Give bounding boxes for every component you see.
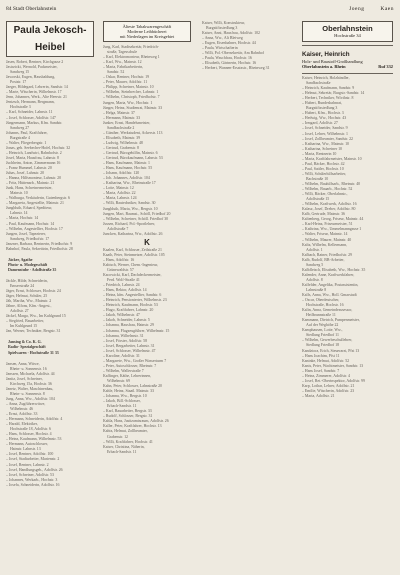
- directory-entry: – Josef, Zollbeamter, Sandstr. 22: [302, 136, 353, 141]
- directory-entry: – Gertrud, Grabenstr. 8: [103, 145, 139, 150]
- directory-entry: – Margareta, Angestellte, Mainstr. 21: [6, 201, 64, 206]
- directory-entry: Sandbachstraße 2: [107, 125, 135, 130]
- directory-entry: – Hermann, Autoschlosser,: [6, 442, 48, 447]
- directory-entry: – Hans Josef, Sandstr. 7: [302, 368, 340, 373]
- directory-entry: – Kathrina, Ww., Ummelmanngasse 1: [302, 227, 362, 232]
- directory-entry: – Lotte, Mainstr. 12: [103, 186, 134, 191]
- directory-entry: – Paula, Waschfrau, Hochstr. 16: [202, 56, 252, 61]
- directory-entry: Jussen, Richard, Pol.-Sportlehrer,: [103, 221, 156, 226]
- directory-entry: – Eugen, Eisenbahner, Hochstr. 44: [202, 41, 256, 46]
- entry-list-col1: [6, 60, 94, 488]
- directory-entry: – Willi, Schülerhilfsarbeiter,: [302, 171, 347, 176]
- directory-entry: Junk, Hans, Schreinermeister,: [6, 186, 53, 191]
- ad-kaiser-phone: Ruf 332: [378, 64, 393, 69]
- directory-entry: Kahn, Peter, Schlosser, Lahnstraße 20: [103, 384, 163, 389]
- ad-entry: Spielwaren · Hochstraße 31 33: [8, 350, 59, 355]
- directory-entry: – Johanna, Ww., Bergstr. 10: [103, 394, 147, 399]
- directory-entry: – Willi, Kraftfahrer, Hochstr. 41: [103, 439, 153, 444]
- directory-entry: Jäger, Helmut, Schüler, 25: [6, 294, 48, 299]
- directory-entry: Kaiser, Willi, Konstrukteur,: [202, 21, 246, 25]
- column-3-right: [302, 21, 393, 569]
- directory-entry: – Elisabeth, Gärtnerin, Hochstr. 16: [202, 61, 257, 66]
- directory-entry: straße, Tagesschule: [107, 50, 138, 55]
- directory-entry: – Hanna, Hilfsmonteur, Lahnstr. 20: [6, 176, 62, 181]
- directory-entry: Burgstraße 4: [10, 135, 30, 140]
- directory-entry: Jüngermann, Markus, Kfm. Sandstr.: [6, 120, 63, 125]
- divider: [302, 45, 393, 46]
- directory-entry: Kanis, Peter, Wachtmeister, Sandstr. 13: [302, 363, 364, 368]
- directory-entry: – Josef, Schlosser, Wilhelmstr. 47: [103, 348, 156, 353]
- directory-entry: – Josef, Handlungsgeh., Adolfstr. 26: [6, 467, 63, 472]
- directory-entry: – Maria, Adolfstr. 21: [302, 393, 335, 398]
- directory-entry: Jansen, Anna, Witwe,: [6, 361, 40, 366]
- directory-entry: – Hedwig, Ww., Hochstr. 43: [302, 116, 347, 121]
- directory-entry: Kaiser, Anni, Hausfrau, Adolfstr. 102: [202, 31, 260, 36]
- directory-entry: Siedlung Friedhof 11: [306, 333, 339, 338]
- directory-entry: – Hans Joachim, Pfst 11: [302, 353, 340, 358]
- directory-entry: – Hans, Schlosser, Hochstr. 4: [6, 432, 52, 437]
- entry-list-col3-top: [202, 21, 290, 71]
- directory-entry: – Joh. Johannes, Adolfstr. 104: [103, 176, 150, 181]
- directory-entry: – Jakob, Schneider, Lahnstr. 5: [103, 318, 150, 323]
- directory-entry: – Wilhelm, Bauarb., Hochstr. 52: [302, 187, 353, 192]
- directory-entry: – Paul, Sattler, Hochstr. 10: [302, 166, 344, 171]
- ad-kaiser-text: Holz- und Baustoff-Großhandlung: [302, 58, 363, 64]
- directory-entry: Kalbach, Rainer, Friedhofstr. 29: [302, 252, 352, 257]
- directory-entry: – Fritz, Hüttenarb., Mainstr. 21: [6, 181, 55, 186]
- directory-entry: – Heinrich, Kaufmann, Sandstr. 9: [302, 86, 355, 91]
- directory-entry: Kaller, Peter, Kraftfahrer, Hochstr. 13: [103, 424, 162, 429]
- directory-entry: – Johanna, Flugzeugführer, Wilhelmstr. 15: [103, 328, 170, 333]
- directory-entry: – Anna, Ww., Alt Bleiweg: [202, 36, 243, 41]
- directory-entry: – Elisabeth, Mainstr. 39: [103, 135, 141, 140]
- directory-entry: Kandziora, Erich, Steuerarzt, Pfst 13: [302, 348, 360, 353]
- directory-entry: – Josef, Förster, Adolfstr. 58: [103, 338, 148, 343]
- directory-entry: Kalb, Gertrude, Mainstr. 36: [302, 212, 346, 217]
- directory-entry: Janetz, Walter, Maschinenbau,: [6, 386, 54, 391]
- directory-entry: – Maria, Rentnerin 10: [302, 151, 337, 156]
- directory-entry: Sandweg, Friedhofstr. 17: [10, 236, 50, 241]
- directory-entry: Mainstr. 10: [10, 191, 28, 196]
- directory-entry: Kaiser, Christina, Näherin,: [103, 444, 145, 449]
- directory-entry: Jungen, Maria, Ww., Hochstr. 1: [103, 100, 153, 105]
- directory-entry: – Herbert, Wannen-Ersatzstr., Rheinweg 31: [202, 66, 270, 71]
- directory-entry: Adolfstr. 8: [306, 277, 323, 282]
- directory-entry: – Gertrud, Bürogehilfin, Mainstr. 6: [103, 150, 158, 155]
- column-2: [103, 21, 191, 569]
- directory-entry: – Walter, Fliegerbergstr. 1: [6, 140, 47, 145]
- directory-entry: Siedlung Friedhof 18: [306, 343, 340, 348]
- directory-entry: – Willi, Pol.-Obersekretär, Am Bahnhof: [202, 51, 264, 56]
- directory-entry: – Anna, Zugführerwitwe,: [6, 401, 46, 406]
- directory-entry: – Helga, Mainstr. 37: [103, 110, 135, 115]
- directory-entry: Jan, Werner, Techniker, Bergstr. 31: [6, 329, 61, 334]
- directory-entry: Jonas, geb. Seebecher-Hofel, Hochstr. 32: [6, 145, 71, 150]
- directory-entry: – Karl, Bauarbeiter, Bergstr. 33: [103, 409, 152, 414]
- directory-entry: – Siegfried, Bauarbeiter,: [6, 319, 45, 324]
- directory-entry: Kaffinger, Käthe, Lehrerinnen,: [103, 373, 152, 378]
- directory-entry: – Karoline, Adolfstr. 31: [103, 353, 140, 358]
- directory-entry: Jung, Anna, Ww., Adolfstr. 104: [6, 396, 55, 401]
- directory-entry: – Hans, Rektor, Adolfstr. 14: [103, 288, 147, 293]
- directory-entry: – Gertrud, Bürokaufmann, Lahnstr. 53: [103, 156, 163, 161]
- directory-entry: Kahle, Heinz, Staatl. Mainstr. 33: [103, 389, 154, 394]
- directory-entry: – Walter, Friseur, Mainstr. 14: [302, 232, 348, 237]
- directory-entry: Kahla, Hans, Justizamtsraum, Adolfstr. 26: [103, 419, 169, 424]
- directory-entry: – Karl-Heinz, Friseurmeister, 51: [302, 222, 353, 227]
- directory-entry: Adolfstraße 7: [107, 226, 129, 231]
- directory-entry: Kahtz, Helmut, Zollbeamter,: [103, 429, 148, 434]
- directory-entry: Sandbachstraße: [306, 81, 331, 86]
- directory-entry: Kalfs, Anna, Ww., Holl. Gmarstadt: [302, 293, 357, 298]
- directory-entry: Jungbluth, Maria, Ww., Bergstr. 10: [103, 206, 158, 211]
- header-range-end: Kaen: [380, 6, 394, 12]
- ad-kaiser-contact: [302, 64, 393, 70]
- directory-entry: – Wilhelm, Wallerstraße 7: [103, 368, 144, 373]
- ad-entry: Damenstube · Adolfstraße 35: [8, 267, 57, 272]
- ad-box-address: Hochstraße 34: [334, 33, 361, 38]
- entry-list-col2-top: [103, 45, 191, 237]
- directory-entry: – Wilhelm, Bauhilfsarb., Rheinstr. 40: [302, 181, 361, 186]
- directory-entry: – Johann, Adolfstr. 120: [103, 171, 140, 176]
- page-label: 84 Stadt Oberlahnstein: [6, 6, 57, 12]
- ad-entry: Jansing & Co. K. G.: [8, 340, 42, 345]
- directory-entry: Lahnstr. 14: [10, 211, 28, 216]
- directory-entry: Lahnstraße 8: [306, 287, 327, 292]
- directory-entry: – Hans, Kaufmann, Mainstr. 1: [103, 161, 151, 166]
- directory-entry: Kaiser, Heinrich, Holzhändler,: [302, 76, 350, 80]
- directory-entry: Auf der Weghöhe 22: [306, 323, 339, 328]
- directory-entry: Kalender, Anne, Kraftwerkfahrer,: [302, 272, 355, 277]
- directory-entry: Rhein- u. Sonnenstr. 16: [10, 366, 47, 371]
- directory-entry: Sandstr. 52: [107, 70, 125, 75]
- directory-entry: – Harald, Elektriker,: [6, 422, 38, 427]
- ad-box-name: Paula Jekosch-Heibel: [13, 25, 87, 53]
- ad-entry: Jäcker, Agathe: [8, 257, 33, 262]
- directory-entry: – Paula, Wirtschafterin: [202, 46, 238, 51]
- ad-entry: Photo- u. Modegeschäft: [8, 262, 48, 267]
- directory-entry: – Margarete, Ww., Großer Wasserturm 7: [103, 358, 167, 363]
- directory-entry: Erbach-Sandstr. 11: [107, 449, 137, 454]
- directory-entry: Adolfstr. 1: [306, 247, 323, 252]
- directory-entry: Kirchweg 15a, Hochstr. 36: [10, 381, 52, 386]
- directory-entry: – Wilhelm, Gewerbeschullehrer,: [302, 338, 353, 343]
- directory-entry: Jaworski, Eugen, Hausbaldung,: [6, 75, 56, 80]
- directory-entry: Kaninke, Helmut, Adolfstr. 52: [302, 358, 350, 363]
- directory-entry: Sandweg 27: [10, 125, 30, 130]
- ad-box-town: Oberlahnstein: [322, 24, 373, 33]
- directory-entry: Jaeger, Hildegard, Lehrerin, Sandstr. 14: [6, 85, 68, 90]
- directory-entry: Juncken, Katharina, Ww., Adolfstr. 26: [103, 231, 163, 236]
- directory-entry: Wilhelmstr. 46: [10, 407, 33, 411]
- directory-entry: – Heinrich, Kaufmann, Hochstr. 53: [103, 303, 158, 308]
- directory-entry: Junker, Ernst, Handelsmeister,: [103, 120, 151, 125]
- directory-entry: Johanns, Paul, Kraftfahrer,: [6, 130, 48, 135]
- directory-entry: Josef, Maria, Hausfrau, Lahnstr. 8: [6, 155, 59, 160]
- directory-entry: – Katharina, Ww., Rheinstraße 17: [103, 181, 156, 186]
- directory-entry: Janzner, Barbara, Rentnerin, Friedhofstr. 9: [6, 241, 73, 246]
- directory-entry: Kalasz, Josef, Dreher, Adolfstr. 80: [302, 207, 356, 212]
- directory-entry: Adolfstraße 15: [306, 197, 330, 202]
- directory-entry: – Josef, Lehrer, Wilhelmstr. 1: [302, 131, 348, 136]
- divider: [302, 73, 393, 74]
- directory-entry: Jäckel, Marga, Ww., Im Kuhlgrund 15: [6, 314, 66, 319]
- ad-kaiser-location: Oberlahnstein a. Rhein: [302, 64, 346, 69]
- directory-entry: – Friedrich, Lahnstr. 24: [103, 283, 140, 288]
- directory-entry: Kabisch, Werner, Chem.-Ingenieur,: [103, 262, 159, 267]
- directory-entry: – Marie, Wäscherin, Wilhelmstr. 17: [6, 90, 62, 95]
- header-range-start: Joeng: [349, 6, 365, 12]
- directory-entry: Burgstiftssiedlung 3: [306, 106, 338, 111]
- directory-entry: Kaalen, Karl, Schlosser, Zeilstraße 21: [103, 247, 162, 252]
- directory-entry: Juchheim, Anton, Zimmermann 16: [6, 160, 61, 165]
- directory-entry: – Josef, Ret.-Oberinspektor, Adolfstr. 99: [302, 378, 365, 383]
- directory-entry: – Willi, Bäcker, Oberlahnstr.,: [302, 192, 348, 197]
- directory-entry: – Hans, Kaufmann, Hochstr. 55: [103, 166, 153, 171]
- directory-entry: Kamphausen, Lotte, Ww.,: [302, 328, 343, 333]
- directory-entry: – Walburga, Verkäuferin, Gutenbergstr. 6: [6, 196, 70, 201]
- directory-entry: Bahnhof, Paula, Sekretärin, Friedhofstr. 28: [6, 246, 73, 251]
- directory-entry: – Johanna, Hausfrau, Hainstr. 29: [103, 323, 154, 328]
- directory-entry: – Peter, Maurer, Adolfstr. 11: [103, 80, 148, 85]
- directory-entry: Jenn, Johannes, Werk., Alte Heerstr. 21: [6, 95, 67, 100]
- ad-box-line: Älteste Tabakwarengeschäft: [122, 24, 172, 29]
- directory-entry: – Philipp, Schreiner, Mainstr. 10: [103, 85, 154, 90]
- directory-entry: – Paul, Bäcker, Hochstr. 42: [302, 161, 345, 166]
- directory-entry: – Heinz, Kaufmann, Wilhelmstr. 53: [6, 437, 62, 442]
- directory-entry: Jäh, Martha, Ww., Mainstr. 2: [6, 299, 52, 304]
- directory-entry: – Oscar, Oberdeutscher,: [302, 298, 340, 303]
- directory-entry: – Wilhelm, Kraftwerk, Adolfstr. 16: [302, 202, 357, 207]
- directory-entry: – Wilhelm, Steinbrecher, Lahnstr. 1: [103, 90, 159, 95]
- directory-entry: – Ludwig, Wilhelmstr. 48: [103, 140, 143, 145]
- directory-entry: – Ernst, Adolfstr. 33: [6, 412, 38, 417]
- directory-entry: Wilhelmstr. 69: [107, 379, 130, 383]
- directory-entry: – Helmut, Sekretär, Burgstr.-Sandstr. 14: [302, 91, 365, 96]
- entry-list-col3-bottom: [302, 76, 393, 399]
- directory-entry: – Johanna, Wilhelmstr. 31: [103, 333, 144, 338]
- directory-entry: Jungen, Mart, Baumst., Schöll, Friedhof 20: [103, 211, 171, 216]
- directory-entry: Jung, Karl, Stadtsekretär, Friedrich-: [103, 45, 159, 49]
- directory-entry: Kacowicki, Karl, Dachdeckermeister,: [103, 273, 162, 278]
- directory-entry: Jähne, Alfons, Kfm.-Angest.,: [6, 304, 52, 309]
- directory-entry: Kaath, Peter, Steinmetzer, Adolfstr. 105: [103, 252, 165, 257]
- directory-entry: Heilbrunnstraße 11: [306, 313, 336, 318]
- directory-entry: – Jakob, Bill.-Schlosser,: [103, 399, 141, 404]
- column-3-left: [202, 21, 290, 569]
- directory-entry: Grabenstr. 12: [107, 434, 128, 439]
- directory-entry: Emserstraße 24: [10, 283, 35, 288]
- directory-entry: Ferd. Wolf-Straße 41: [107, 278, 140, 283]
- directory-entry: – Josef, Stadtarbeiter, Marienstr. 2: [6, 457, 60, 462]
- directory-entry: – Hubert, Bundesbahnrat,: [302, 101, 342, 106]
- directory-entry: Juhas, Josef, Lahnstr. 20: [6, 171, 45, 176]
- directory-entry: Kaltz, Wilhelm, Kellermann,: [302, 242, 348, 247]
- ad-box-line: Moderne Leihbücherei: [127, 29, 167, 34]
- directory-entry: – Rudolf, Schlosser, Bergstr. 31: [103, 414, 153, 419]
- directory-entry: – Heinrich, Pensionierter, Wilhelmstr. 23: [103, 298, 167, 303]
- directory-entry: Janssen, Michaela, Adolfstr. 44: [6, 371, 55, 376]
- directory-entry: Jungen, Josef, Tapezierer,: [6, 231, 47, 236]
- directory-entry: – Johannes, Werkarb., Hochstr. 3: [6, 477, 58, 482]
- directory-entry: Hochstraße, Hochstr. 16: [306, 303, 344, 308]
- ad-box-oberlahnstein: [302, 21, 393, 42]
- directory-entry: Hochstraße 3: [10, 105, 31, 110]
- directory-entry: – Willi, Bautechniker, Sandstr. 30: [103, 201, 156, 206]
- directory-entry: – Peter, Autoschlosser, Rheinstr. 7: [103, 363, 157, 368]
- directory-entry: – Hermann, Mainstr. 33: [103, 115, 141, 120]
- directory-entry: – Katharina, Schreiner 10: [302, 146, 342, 151]
- entry-list-col2-bottom: [103, 248, 191, 455]
- directory-entry: – Hermann, Schneiderin, Adolfstr. 4: [6, 417, 63, 422]
- directory-entry: – Herbert, Techniker, Wörthstr. 8: [302, 96, 354, 101]
- directory-entry: Grünewaldstr. 57: [107, 267, 134, 272]
- directory-entry: Hainstr. Lahnstr. 13: [10, 447, 41, 452]
- directory-entry: Jungbluth, Eduard, Spediteur,: [6, 206, 53, 211]
- directory-entry: – Maria, Adolfstr. 22: [103, 191, 136, 196]
- directory-entry: – Karl, Ww., Mainstr. 12: [103, 60, 142, 65]
- directory-entry: – Josef, Bergarbeiter, Lahnstr. 31: [103, 343, 155, 348]
- directory-entry: Poststr. 17: [10, 80, 27, 85]
- section-letter: K: [144, 237, 150, 247]
- ad-box-jekosch: [6, 21, 94, 57]
- directory-entry: – Karl, Schneider, Lahnstr. 11: [6, 110, 53, 115]
- directory-entry: Im Kuhlgrund 15: [10, 324, 38, 329]
- directory-entry: – Maria, Hochstr. 14: [6, 216, 39, 221]
- directory-entry: – Franz Hummel, Lahnstr. 20: [6, 165, 52, 170]
- directory-entry: – Jakob, Wilhelmstr. 47: [103, 313, 140, 318]
- directory-entry: Erbach-Sandstr. 11: [107, 404, 137, 409]
- directory-entry: Jasen, Robert, Rentner, Kirchgasse 2: [6, 60, 64, 64]
- directory-entry: Janitz, Josef, Schreiner,: [6, 376, 43, 381]
- header-range: [335, 3, 394, 15]
- directory-entry: – Wilhelm, Schreiner, Schöll. Friedhof 30: [103, 216, 169, 221]
- directory-entry: Kaltenberg, Georg, Friseur, Mainstr. 44: [302, 217, 364, 222]
- directory-entry: Jastrzicki, Wernold, Packmeister,: [6, 65, 58, 70]
- directory-entry: – Günther, Werkstudent, Ackerstr. 113: [103, 130, 163, 135]
- directory-entry: – Heinz, Zimmerer, Adolfstr. 4: [302, 373, 350, 378]
- directory-entry: – Oskar, Rentner, Hochstr. 19: [103, 75, 150, 80]
- directory-entry: – Josefa, Schneiderin, Adolfstr. 16: [6, 482, 60, 487]
- directory-entry: – Josef, Rentner, Adolfstr. 100: [6, 452, 54, 457]
- page-header: [6, 3, 394, 15]
- ad-kaiser-title: Kaiser, Heinrich: [302, 51, 350, 58]
- directory-entry: Kammann, Dietrich, Pumpenmeister,: [302, 318, 360, 323]
- directory-entry: Kalfelder, Angelika, Postassistentin,: [302, 282, 359, 287]
- directory-entry: – Heinz, kfm. Angestellter, Sandstr. 6: [103, 293, 162, 298]
- directory-entry: Rhein- u. Sonnenstr. 8: [10, 391, 45, 396]
- directory-entry: – Maria, Lahnstr. 124: [103, 196, 137, 201]
- directory-entry: – Wilhelm, Maurer, Mainstr. 40: [302, 237, 352, 242]
- ad-box-tobacco: [103, 21, 191, 42]
- directory-entry: Jünger, Heinz, Studienrat, Mainstr. 33: [103, 105, 163, 110]
- directory-entry: Karp, Lothar, Lehrer, Adolfstr. 21: [302, 383, 355, 388]
- directory-entry: – Maria, Fabrikarbeiterin,: [103, 65, 144, 70]
- directory-entry: – Wilhelm, Christoph, Friedhofstr. 7: [103, 95, 160, 100]
- directory-entry: – Josef, Rentner, Lahnstr. 2: [6, 462, 49, 467]
- directory-entry: – Josef, Schlosser, Adolfstr. 147: [6, 115, 56, 120]
- directory-entry: – Hans, Adolfstr. 16: [103, 257, 135, 262]
- directory-entry: – Josef, Schreiner, Adolfstr. 53: [6, 472, 54, 477]
- directory-entry: – Paul, Kaufmann, Hochstr. 14: [6, 221, 55, 226]
- directory-entry: Jäger, Ernst, Schlosser, Hochstr. 24: [6, 289, 61, 294]
- column-1: [6, 21, 94, 569]
- directory-entry: – Katharina, Ww., Mainstr. 10: [302, 141, 350, 146]
- directory-entry: – Hugo, Kraftfahrer, Lahnstr. 20: [103, 308, 154, 313]
- directory-entry: Kalin, Anna, Gemeindeassessor,: [302, 308, 353, 313]
- directory-entry: Jentzsch, Hermann, Bergmann,: [6, 100, 55, 105]
- directory-entry: – Wilhelm, Angestellter, Hochstr. 17: [6, 226, 63, 231]
- directory-entry: Burgstiftssiedlung 3: [206, 26, 238, 31]
- directory-entry: Jäckle, Hilde, Schneiderin,: [6, 278, 48, 283]
- directory-entry: – Maria, Kraftfahrmeister, Mainstr. 10: [302, 156, 362, 161]
- directory-entry: – Josef, Schneider, Sandstr. 9: [302, 126, 348, 131]
- directory-entry: Hochstraße 18, Adolfstr. 6: [10, 427, 51, 432]
- directory-entry: – Irmgard, Adolfstr. 27: [302, 121, 338, 126]
- directory-entry: – Emilie, Wäscherin, Adolfstr. 23: [302, 388, 355, 393]
- directory-entry: Kalb, Rudolf, BB-Arbeiter,: [302, 257, 345, 262]
- directory-entry: Kalbfleisch, Elisabeth, Ww., Hochstr. 35: [302, 267, 366, 272]
- directory-entry: Sandweg 5: [306, 262, 324, 267]
- ad-entry: Radio- Spezialgeschäft: [8, 345, 46, 350]
- directory-entry: Bachstraße 10: [306, 176, 329, 181]
- directory-entry: – Hubert, Kfm., Hochstr. 3: [302, 111, 344, 116]
- directory-entry: Sandweg 15: [10, 70, 30, 75]
- directory-entry: – Heinrich, Landwirt, Bahnhofstr. 2: [6, 150, 62, 155]
- directory-entry: – Karl, Elektromonteur, Rheinweg 1: [103, 55, 160, 60]
- ad-box-line: mit Niederlagen im Kreisgebiet: [119, 34, 175, 39]
- directory-entry: Adolfstr. 27: [10, 309, 29, 314]
